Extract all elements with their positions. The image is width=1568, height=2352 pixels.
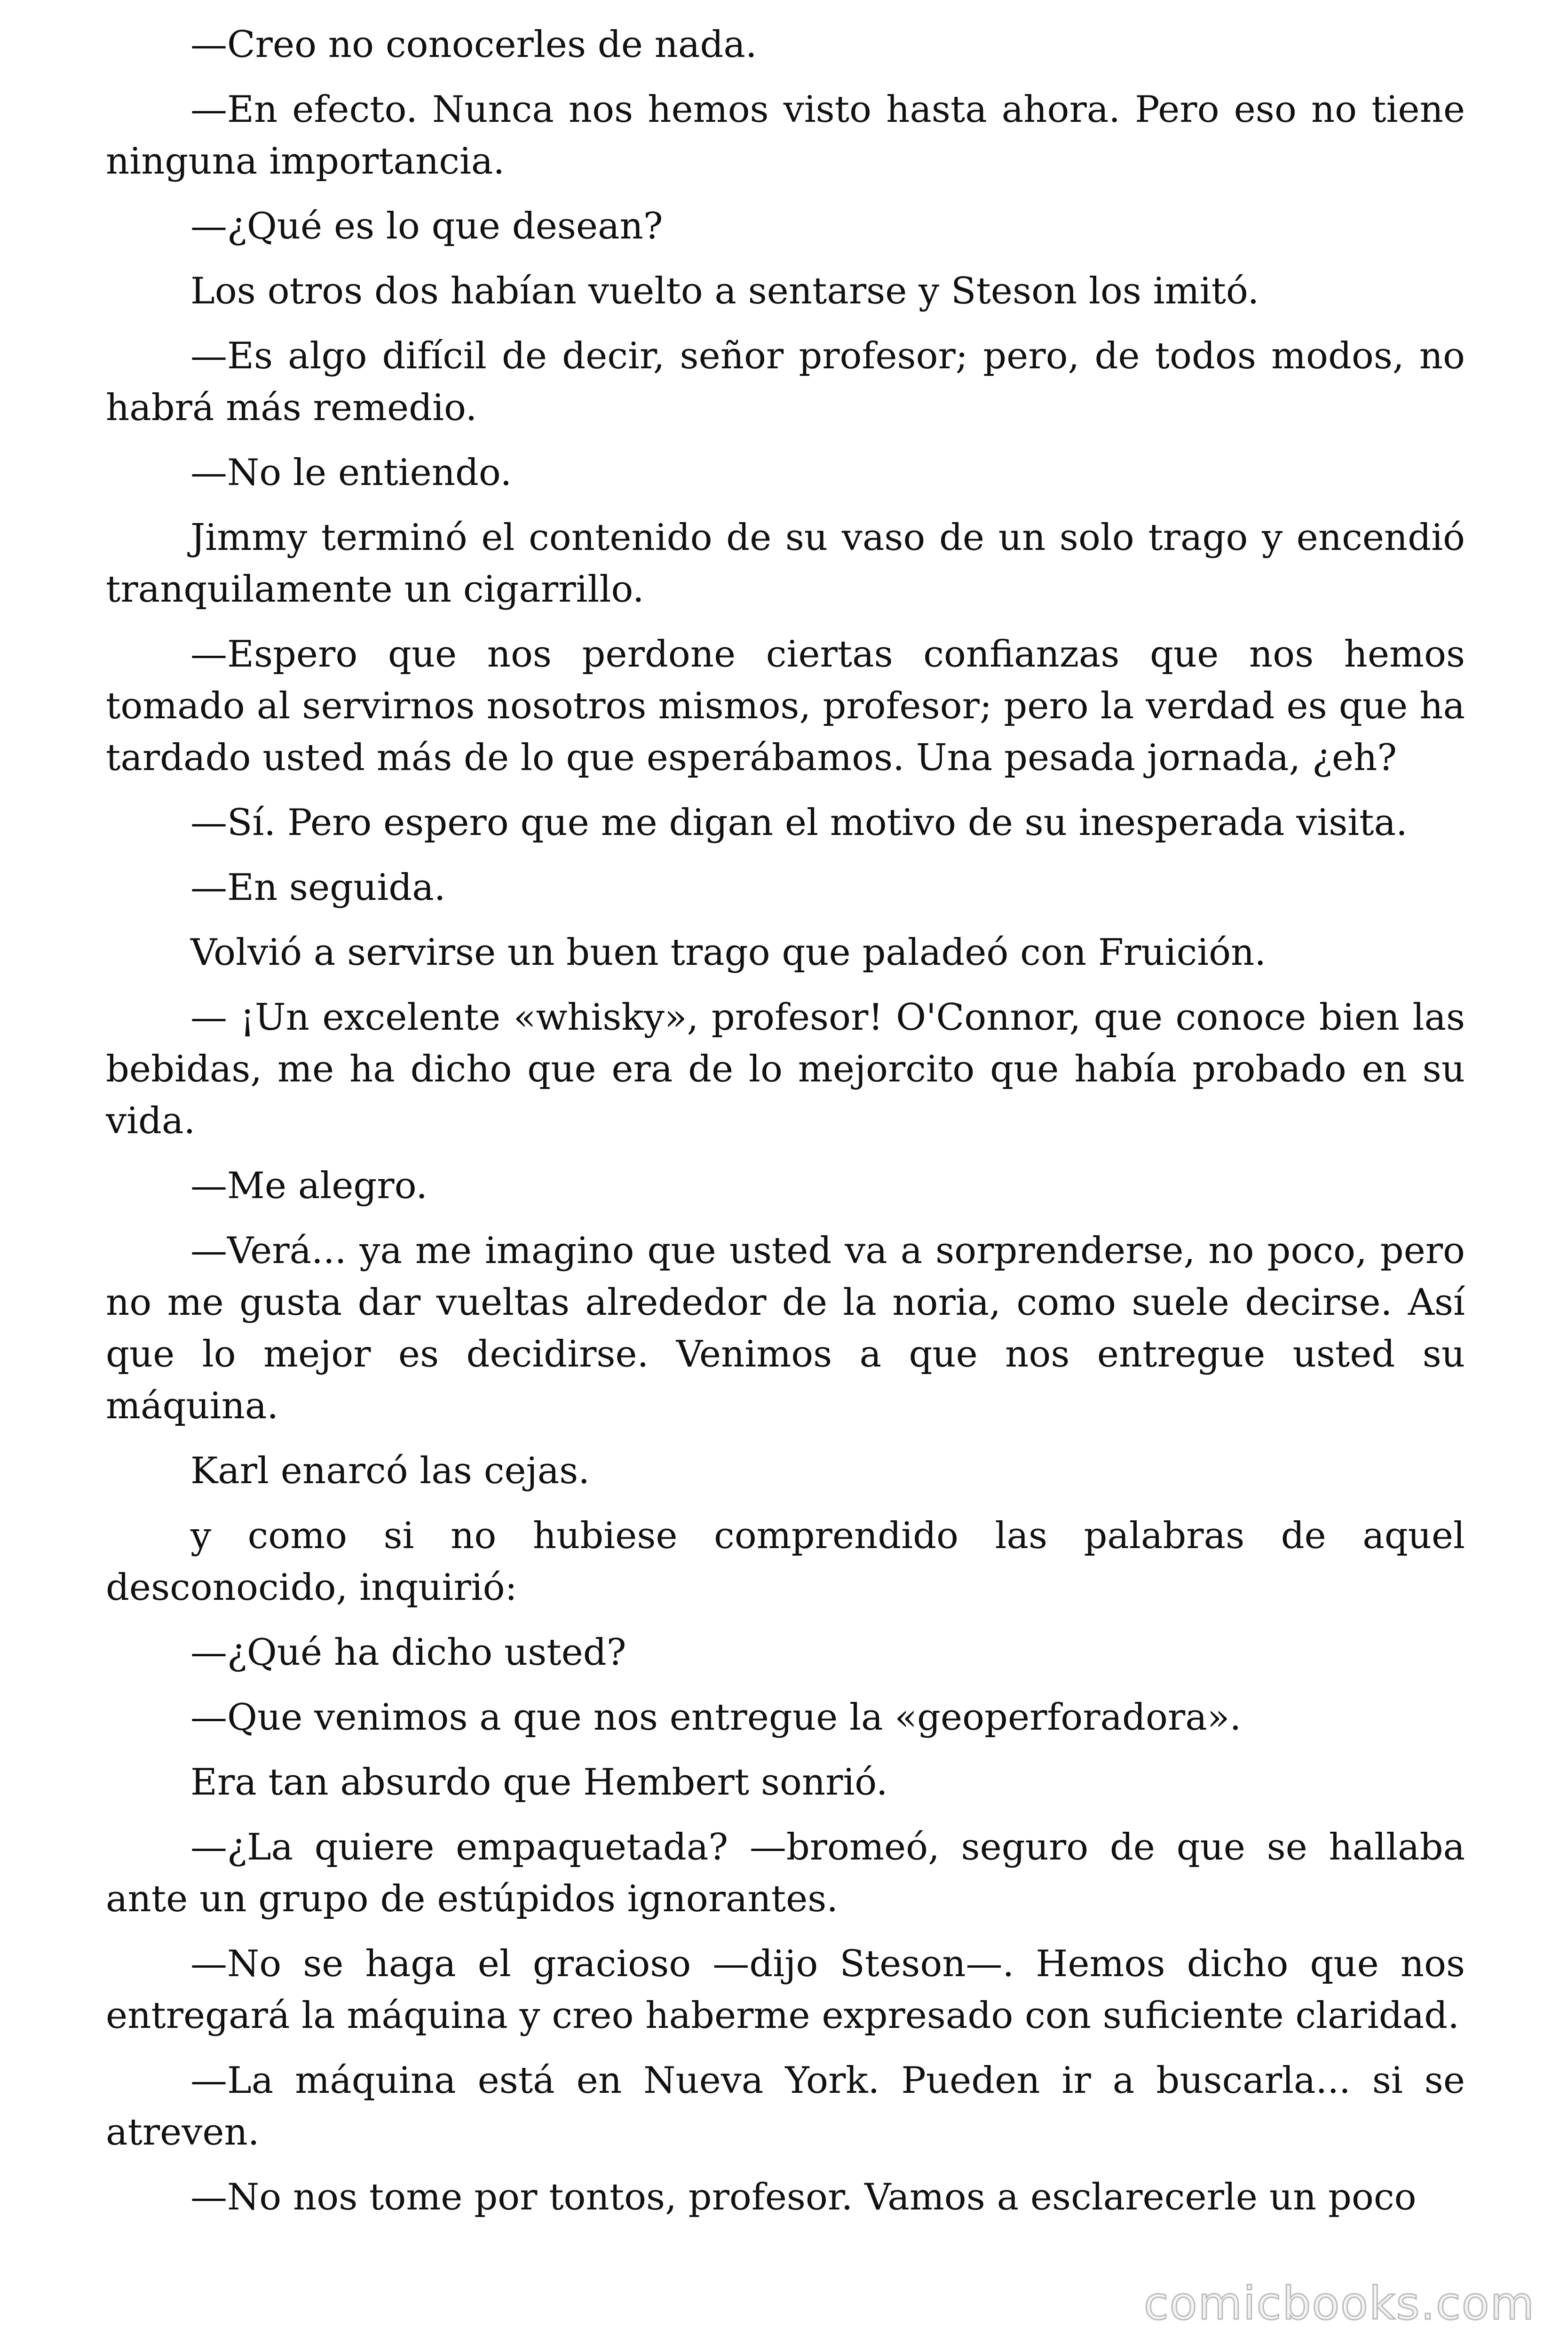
paragraph: —No se haga el gracioso —dijo Steson—. Hemos dicho que nos entregará la máquina y creo haberme expresado con suficiente claridad. bbox=[106, 1943, 1465, 2037]
paragraph: —La máquina está en Nueva York. Pueden ir a buscarla... si se atreven. bbox=[106, 2059, 1465, 2153]
watermark: comicbooks.com bbox=[1143, 2277, 1535, 2330]
paragraph: Karl enarcó las cejas. bbox=[190, 1450, 590, 1492]
paragraph: —Que venimos a que nos entregue la «geoperforadora». bbox=[190, 1696, 1242, 1739]
paragraph: —Me alegro. bbox=[190, 1165, 428, 1207]
paragraph: —Espero que nos perdone ciertas confianzas que nos hemos tomado al servirnos nosotros mismos, profesor; pero la verdad es que ha tardado usted más de lo que esperábamos. Una pesada jornada, ¿eh? bbox=[106, 633, 1465, 779]
paragraph: —Creo no conocerles de nada. bbox=[190, 24, 757, 66]
paragraph: —En efecto. Nunca nos hemos visto hasta ahora. Pero eso no tiene ninguna importancia. bbox=[106, 88, 1465, 183]
paragraph: —Verá... ya me imagino que usted va a sorprenderse, no poco, pero no me gusta dar vueltas alrededor de la noria, como suele decirse. Así que lo mejor es decidirse. Venimos a que nos entregue usted su máquina. bbox=[106, 1230, 1465, 1427]
paragraph: Los otros dos habían vuelto a sentarse y Steson los imitó. bbox=[190, 270, 1259, 312]
paragraph: Jimmy terminó el contenido de su vaso de un solo trago y encendió tranquilamente un cigarrillo. bbox=[106, 516, 1465, 611]
paragraph: — ¡Un excelente «whisky», profesor! O'Connor, que conoce bien las bebidas, me ha dicho que era de lo mejorcito que había probado en su vida. bbox=[106, 996, 1465, 1142]
page-text bbox=[106, 19, 1465, 2236]
paragraph: y como si no hubiese comprendido las palabras de aquel desconocido, inquirió: bbox=[106, 1515, 1465, 1609]
paragraph: —No le entiendo. bbox=[190, 452, 512, 494]
paragraph: —Es algo difícil de decir, señor profesor; pero, de todos modos, no habrá más remedio. bbox=[106, 335, 1465, 429]
paragraph: —¿Qué es lo que desean? bbox=[190, 205, 663, 247]
paragraph: —¿Qué ha dicho usted? bbox=[190, 1631, 626, 1674]
paragraph: —En seguida. bbox=[190, 866, 446, 909]
paragraph: Era tan absurdo que Hembert sonrió. bbox=[190, 1761, 888, 1804]
paragraph: —Sí. Pero espero que me digan el motivo de su inesperada visita. bbox=[190, 802, 1408, 844]
paragraph: —No nos tome por tontos, profesor. Vamos a esclarecerle un poco bbox=[190, 2176, 1417, 2218]
paragraph: Volvió a servirse un buen trago que paladeó con Fruición. bbox=[190, 931, 1267, 974]
paragraph: —¿La quiere empaquetada? —bromeó, seguro de que se hallaba ante un grupo de estúpidos ignorantes. bbox=[106, 1826, 1465, 1920]
